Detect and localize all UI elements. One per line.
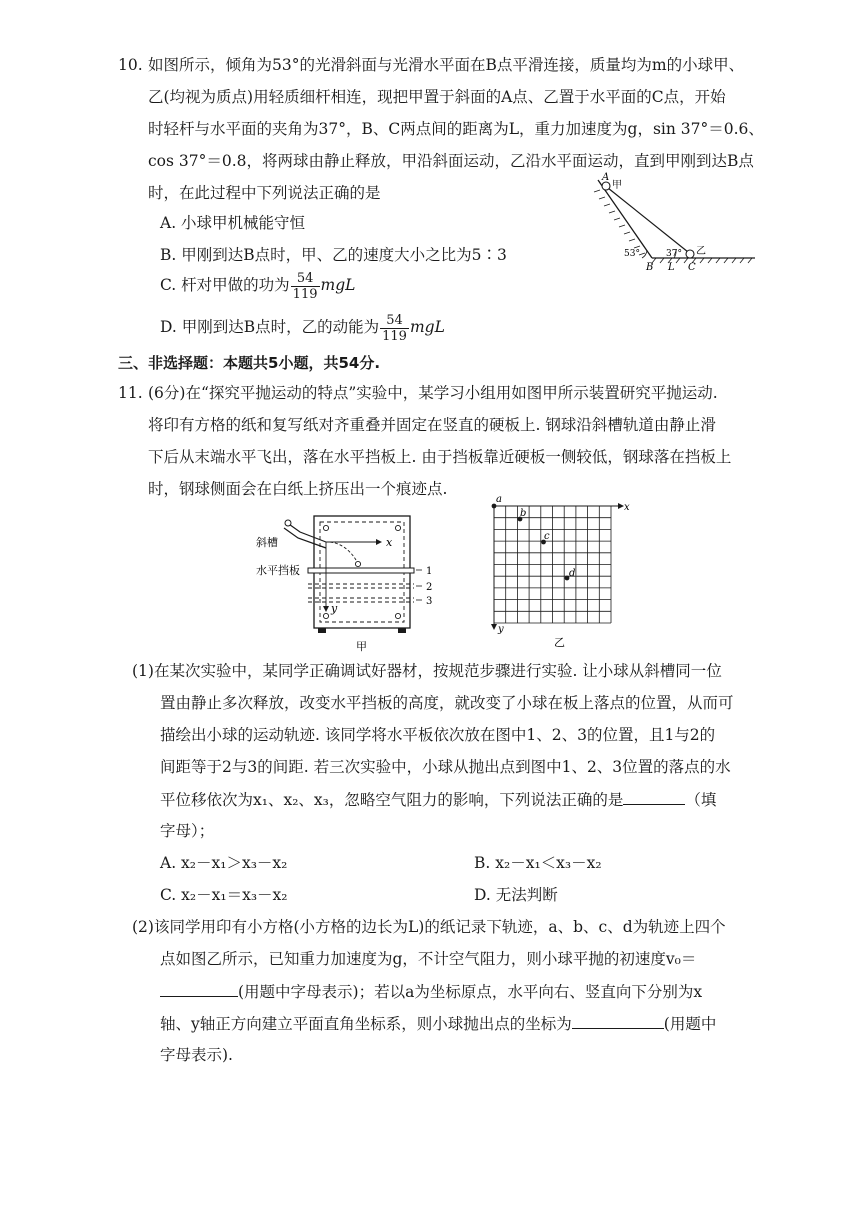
q10-option-c-text: C. 杆对甲做的功为 [160, 276, 290, 294]
incline-figure [590, 172, 770, 276]
q11-part2-line-3-text: (用题中字母表示)；若以a为坐标原点，水平向右、竖直向下分别为x [238, 983, 703, 1001]
q11-intro-line-4: 时，钢球侧面会在白纸上挤压出一个痕迹点. [148, 480, 448, 498]
label-angle-53: 53° [624, 249, 640, 259]
q10-option-d-fraction: $\frac{54}{119}$ [382, 312, 407, 344]
q11-part1-fill-hint: （填 [685, 791, 717, 809]
label-jia: 甲 [612, 180, 622, 191]
label-point-c: c [544, 531, 550, 542]
q10-option-d [160, 308, 445, 346]
q10-option-a: A. 小球甲机械能守恒 [160, 214, 306, 232]
q10-option-d-mgl: mgL [409, 318, 445, 336]
q11-option-c: C. x₂－x₁＝x₃－x₂ [160, 886, 288, 904]
q11-part2-line-4 [160, 1012, 716, 1035]
label-y: y [331, 602, 338, 615]
q11-part1-line-1: (1)在某次实验中，某同学正确调试好器材，按规范步骤进行实验. 让小球从斜槽同一位 [132, 662, 722, 680]
q11-part2-line-5: 字母表示). [160, 1046, 233, 1064]
ball-yi [686, 250, 694, 258]
q11-intro-line-1: (6分)在“探究平抛运动的特点”实验中，某学习小组用如图甲所示装置研究平抛运动. [148, 384, 718, 402]
q11-part2-line-3 [160, 980, 702, 1003]
q10-number: 10. [118, 56, 143, 74]
label-point-d: d [569, 568, 576, 579]
q11-option-a: A. x₂－x₁＞x₃－x₂ [160, 854, 288, 872]
caption-yi: 乙 [554, 636, 565, 649]
label-board: 水平挡板 [256, 564, 300, 577]
q11-option-b: B. x₂－x₁＜x₃－x₂ [474, 854, 602, 872]
label-c: C [688, 262, 696, 273]
label-a: A [602, 172, 610, 183]
q10-option-b: B. 甲刚到达B点时，甲、乙的速度大小之比为5∶3 [160, 246, 507, 264]
q11-part2-line-4-text: 轴、y轴正方向建立平面直角坐标系，则小球抛出点的坐标为 [160, 1015, 572, 1033]
q10-option-d-text: D. 甲刚到达B点时，乙的动能为 [160, 318, 380, 336]
label-b: B [646, 262, 654, 273]
label-grid-x: x [624, 502, 630, 513]
label-pos-2: 2 [426, 582, 433, 593]
q11-intro-line-2: 将印有方格的纸和复写纸对齐重叠并固定在竖直的硬板上. 钢球沿斜槽轨道由静止滑 [148, 416, 716, 434]
q11-part2-line-2: 点如图乙所示，已知重力加速度为g，不计空气阻力，则小球平抛的初速度v₀＝ [160, 950, 697, 968]
q10-text-line-2: 乙(均视为质点)用轻质细杆相连，现把甲置于斜面的A点、乙置于水平面的C点，开始 [148, 88, 726, 106]
q10-text-line-1: 如图所示，倾角为53°的光滑斜面与光滑水平面在B点平滑连接，质量均为m的小球甲、 [148, 56, 745, 74]
label-x: x [386, 536, 393, 549]
q10-text-line-3: 时轻杆与水平面的夹角为37°，B、C两点间的距离为L，重力加速度为g，sin 37°＝0.6、 [148, 120, 764, 138]
q11-part1-line-5 [160, 788, 716, 811]
q11-part1-line-4: 间距等于2与3的间距. 若三次实验中，小球从抛出点到图中1、2、3位置的落点的水 [160, 758, 731, 776]
label-point-a: a [496, 494, 502, 505]
q11-part2-line-1: (2)该同学用印有小方格(小方格的边长为L)的纸记录下轨迹，a、b、c、d为轨迹上四个 [132, 918, 726, 936]
q10-option-c-fraction: $\frac{54}{119}$ [292, 270, 318, 302]
label-yi: 乙 [696, 246, 706, 257]
q11-part1-line-6: 字母）； [160, 822, 215, 840]
q11-number: 11. [118, 384, 143, 402]
q10-text-line-5: 时，在此过程中下列说法正确的是 [148, 184, 381, 202]
label-pos-1: 1 [426, 566, 433, 577]
label-pos-3: 3 [426, 596, 433, 607]
label-point-b: b [520, 508, 527, 519]
answer-blank-2[interactable] [160, 980, 238, 997]
ball-jia [602, 182, 610, 190]
q11-part1-line-3: 描绘出小球的运动轨迹. 该同学将水平板依次放在图中1、2、3的位置，且1与2的 [160, 726, 716, 744]
q11-part1-line-5-text: 平位移依次为x₁、x₂、x₃，忽略空气阻力的影响，下列说法正确的是 [160, 791, 624, 809]
caption-jia: 甲 [356, 640, 367, 653]
q11-option-d: D. 无法判断 [474, 886, 558, 904]
label-grid-y: y [498, 624, 504, 635]
answer-blank-1[interactable] [623, 788, 685, 805]
label-angle-37: 37° [666, 249, 682, 259]
grid-figure [484, 494, 634, 654]
q11-intro-line-3: 下后从末端水平飞出，落在水平挡板上. 由于挡板靠近硬板一侧较低，钢球落在挡板上 [148, 448, 732, 466]
answer-blank-3[interactable] [572, 1012, 664, 1029]
q11-part1-line-2: 置由静止多次释放，改变水平挡板的高度，就改变了小球在板上落点的位置，从而可 [160, 694, 734, 712]
q11-part2-line-4-tail: (用题中 [663, 1015, 717, 1033]
section-heading: 三、非选择题：本题共5小题，共54分. [118, 354, 381, 372]
q10-option-c-mgl: mgL [320, 276, 356, 294]
q10-option-c [160, 266, 355, 304]
apparatus-figure [256, 508, 446, 656]
label-l: L [668, 262, 675, 273]
label-chute: 斜槽 [256, 536, 278, 549]
q10-text-line-4: cos 37°＝0.8，将两球由静止释放，甲沿斜面运动，乙沿水平面运动，直到甲刚到达B点 [148, 152, 754, 170]
